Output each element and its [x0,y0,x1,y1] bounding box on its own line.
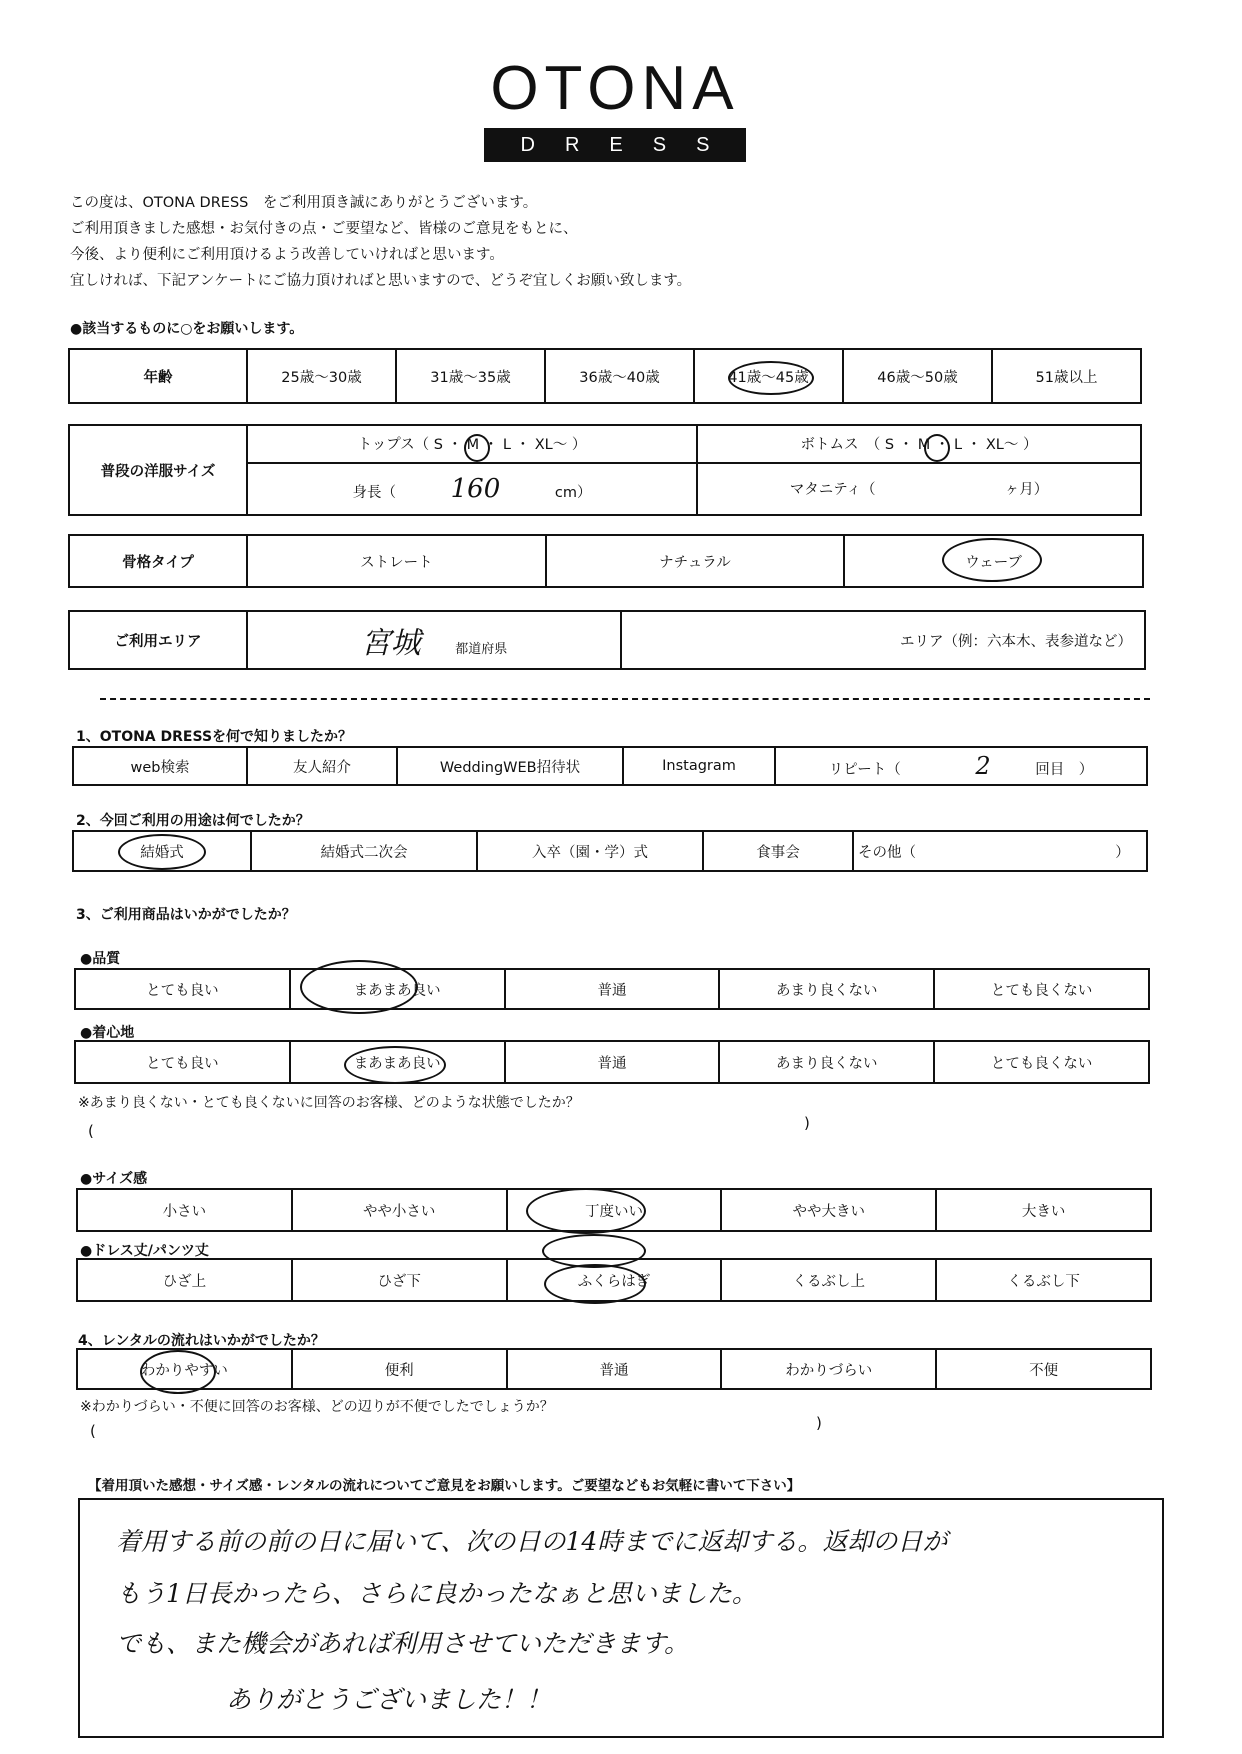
intro-line: ご利用頂きました感想・お気付きの点・ご要望など、皆様のご意見をもとに、 [70,221,578,237]
height-cell[interactable] [247,463,697,515]
q4-note: ※わかりづらい・不便に回答のお客様、どの辺りが不便でしたでしょうか？ [80,1399,554,1415]
length-option[interactable]: くるぶし上 [721,1259,936,1301]
q3-note: ※あまり良くない・とても良くないに回答のお客様、どのような状態でしたか？ [78,1095,580,1111]
comfort-option[interactable]: とても良くない [934,1041,1149,1083]
frame-label: 骨格タイプ [69,535,247,587]
age-option-selected[interactable]: 41歳～45歳 [694,349,843,403]
q2-option[interactable]: 入卒（園・学）式 [477,831,703,871]
q4-title: 4、レンタルの流れはいかがでしたか？ [78,1333,325,1349]
intro-text [70,190,691,294]
q1-title: 1、OTONA DRESSを何で知りましたか？ [76,729,353,745]
maternity-label: マタニティ（ [789,482,876,499]
length-label: ●ドレス丈/パンツ丈 [80,1243,209,1259]
logo-otona: OTONA [490,54,740,123]
q4-option-selected[interactable]: わかりやすい [77,1349,292,1389]
prefecture-cell[interactable] [247,611,621,669]
repeat-unit: 回目 ） [1035,762,1094,778]
comfort-label: ●着心地 [80,1025,135,1041]
comment-line: 着用する前の前の日に届いて、次の日の14時までに返却する。返却の日が [116,1527,948,1556]
length-option[interactable]: ひざ下 [292,1259,507,1301]
q1-repeat-cell[interactable] [775,747,1147,785]
q2-option-selected[interactable]: 結婚式 [73,831,251,871]
q2-option[interactable]: 食事会 [703,831,853,871]
section-instruction: ●該当するものに○をお願いします。 [70,321,304,337]
quality-option[interactable]: とても良い [75,969,290,1009]
quality-option[interactable]: あまり良くない [719,969,934,1009]
intro-line: 宜しければ、下記アンケートにご協力頂ければと思いますので、どうぞ宜しくお願い致します。 [70,273,692,289]
comfort-option[interactable]: あまり良くない [719,1041,934,1083]
selection-circle [464,434,490,462]
quality-option-selected[interactable]: まあまあ良い [290,969,505,1009]
comfort-option-selected[interactable]: まあまあ良い [290,1041,505,1083]
age-option[interactable]: 25歳～30歳 [247,349,396,403]
comment-line: でも、また機会があれば利用させていただきます。 [116,1629,690,1658]
comment-line: もう1日長かったら、さらに良かったなぁと思いました。 [116,1579,757,1608]
fit-option-selected[interactable]: 丁度いい [507,1189,722,1231]
intro-line: この度は、OTONA DRESS をご利用頂き誠にありがとうございます。 [70,195,538,211]
selection-circle [544,1264,646,1304]
prefecture-value: 宮城 [360,626,421,661]
age-label: 年齢 [69,349,247,403]
selection-circle [140,1350,216,1394]
q1-option[interactable]: WeddingWEB招待状 [397,747,623,785]
fit-option[interactable]: 小さい [77,1189,292,1231]
q3-paren-open: ( [88,1122,94,1140]
q4-paren-close: ) [816,1414,822,1432]
age-option[interactable]: 51歳以上 [992,349,1141,403]
height-value: 160 [450,473,501,504]
q2-other-cell[interactable] [853,831,1147,871]
comfort-table [74,1040,1150,1084]
intro-line: 今後、より便利にご利用頂けるよう改善していければと思います。 [70,247,504,263]
area-hint: エリア（例：六本木、表参道など） [900,633,1132,650]
fit-option[interactable]: やや小さい [292,1189,507,1231]
age-option[interactable]: 31歳～35歳 [396,349,545,403]
comfort-option[interactable]: とても良い [75,1041,290,1083]
selection-circle [118,834,206,870]
divider [100,698,1150,700]
q4-option[interactable]: 不便 [936,1349,1151,1389]
frame-option[interactable]: ストレート [247,535,546,587]
selection-circle [728,361,814,395]
q3-paren-close: ) [804,1114,810,1132]
logo-dress: DRESS [484,128,746,162]
age-option[interactable]: 36歳～40歳 [545,349,694,403]
quality-option[interactable]: 普通 [505,969,720,1009]
size-label: 普段の洋服サイズ [69,425,247,515]
fit-option[interactable]: やや大きい [721,1189,936,1231]
fit-option[interactable]: 大きい [936,1189,1151,1231]
q1-option[interactable]: Instagram [623,747,775,785]
selection-circle [924,434,950,462]
q1-option[interactable]: 友人紹介 [247,747,397,785]
area-table [68,610,1146,670]
fit-label: ●サイズ感 [80,1171,148,1187]
crossed-out-circle [542,1234,646,1268]
quality-table [74,968,1150,1010]
length-option[interactable]: ひざ上 [77,1259,292,1301]
comment-title: 【着用頂いた感想・サイズ感・レンタルの流れについてご意見をお願いします。ご要望などもお気軽に書いて下さい】 [88,1478,801,1494]
selection-circle [526,1188,646,1234]
maternity-unit: ヶ月） [1004,482,1049,499]
repeat-value: 2 [975,752,991,780]
quality-option[interactable]: とても良くない [934,969,1149,1009]
age-table [68,348,1142,404]
length-option-selected[interactable]: ふくらはぎ [507,1259,722,1301]
height-unit: cm） [554,484,592,501]
area-label: ご利用エリア [69,611,247,669]
quality-label: ●品質 [80,951,121,967]
area-cell[interactable] [621,611,1145,669]
tops-size[interactable]: トップス（ S ・ M ・ L ・ XL～ ） [247,425,697,463]
selection-circle [300,960,418,1014]
q4-paren-open: ( [90,1422,96,1440]
q4-table [76,1348,1152,1390]
bottoms-size[interactable]: ボトムス （ S ・ M ・ L ・ XL～ ） [697,425,1141,463]
q2-option[interactable]: 結婚式二次会 [251,831,477,871]
q4-option[interactable]: わかりづらい [721,1349,936,1389]
q3-title: 3、ご利用商品はいかがでしたか？ [76,907,296,923]
maternity-cell[interactable] [697,463,1141,515]
other-close: ） [1115,844,1130,861]
comfort-option[interactable]: 普通 [505,1041,720,1083]
q4-option[interactable]: 便利 [292,1349,507,1389]
q1-option[interactable]: web検索 [73,747,247,785]
q1-table [72,746,1148,786]
frame-option-selected[interactable]: ウェーブ [844,535,1143,587]
q2-title: 2、今回ご利用の用途は何でしたか？ [76,813,310,829]
size-table [68,424,1142,516]
selection-circle [942,538,1042,582]
height-label: 身長（ [352,484,397,501]
length-option[interactable]: くるぶし下 [936,1259,1151,1301]
frame-option[interactable]: ナチュラル [546,535,845,587]
q4-option[interactable]: 普通 [507,1349,722,1389]
selection-circle [344,1046,446,1084]
age-option[interactable]: 46歳～50歳 [843,349,992,403]
prefecture-label: 都道府県 [455,642,508,657]
comment-line: ありがとうございました！！ [226,1685,552,1714]
other-label: その他（ [858,844,916,861]
q2-table [72,830,1148,872]
repeat-label: リピート（ [828,762,901,778]
comment-box[interactable] [78,1498,1164,1738]
